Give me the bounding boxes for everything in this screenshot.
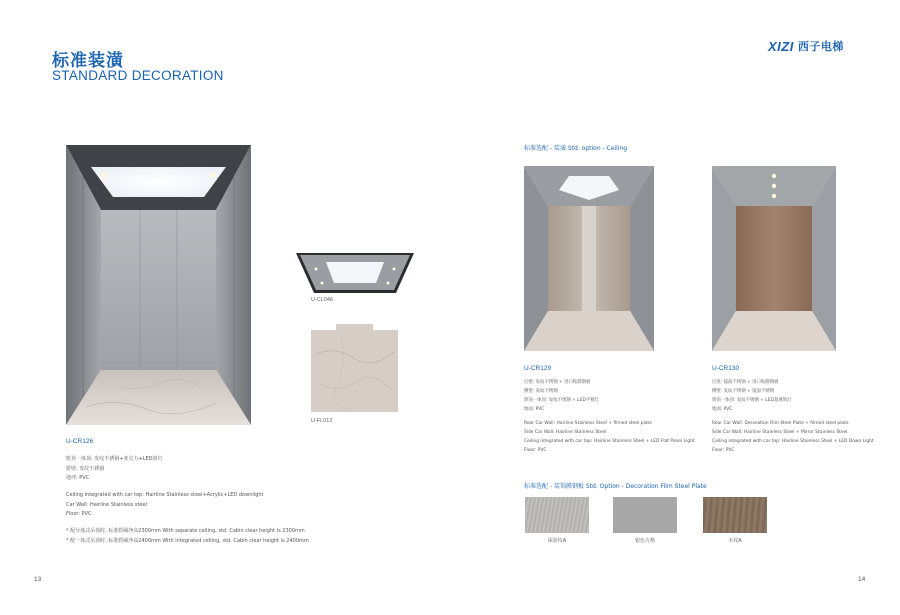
note-line: * 配分体式吊顶时, 标准轿厢净高2300mm With separate ceiling, std. Cabin clear height is 2300mm: [66, 528, 305, 534]
brand-logo: [768, 38, 844, 54]
page-number-right: 14: [858, 576, 866, 583]
page-title-en: STANDARD DECORATION: [52, 68, 224, 83]
spec-line: Floor: PVC: [66, 511, 92, 517]
spec-line: Rear Car Wall: Decoration Film Steel Plate + filmed steel plate: [712, 421, 849, 426]
film-options-heading: 标准选配 - 装饰膜钢板 Std. Option - Decoration Film Steel Plate: [524, 483, 707, 490]
spec-line: 地坪: PVC: [66, 475, 90, 481]
spec-line: Side Car Wall: Hairline Stainless Steel: [524, 430, 607, 435]
spec-line: Rear Car Wall: Hairline Stainless Steel + filmed steel plate: [524, 421, 652, 426]
spec-line: 轿顶一体顶: 发纹不锈钢 + LED平板灯: [524, 398, 600, 403]
cab-specs-cn: [712, 378, 791, 414]
spec-line: 侧壁: 发纹不锈钢: [524, 389, 558, 394]
cab-specs-en: [524, 419, 695, 455]
swatch-label: 银色方格: [634, 538, 655, 544]
spec-line: 轿壁: 发纹不锈钢: [66, 465, 105, 472]
spec-line: Ceiling integrated with car top: Hairline Stainless steel+Acrylic+LED downlight: [66, 492, 264, 498]
cab-notes: [66, 527, 309, 546]
spec-line: Ceiling integrated with car top: Hairline Stainless Steel + LED Down Light: [712, 439, 874, 444]
swatch-label: 深蓝纹A: [547, 538, 567, 544]
cab-code: U-CR130: [712, 365, 740, 372]
spec-line: Ceiling integrated with car top: Hairline Stainless Steel + LED Flat Panel Light: [524, 439, 695, 444]
spec-line: 地面: PVC: [524, 407, 545, 412]
spec-line: 后壁: 镜面不锈钢 + 进口贴膜钢板: [712, 380, 779, 385]
cab-photo-u-cr129: [524, 166, 654, 351]
spec-line: 后壁: 发纹不锈钢 + 进口贴膜钢板: [524, 380, 591, 385]
swatch-silver-check: [613, 497, 677, 533]
floor-photo-u-fl012: [311, 324, 398, 412]
spec-line: 侧壁: 发纹不锈钢 + 镜面不锈钢: [712, 389, 775, 394]
cab-specs-en: [712, 419, 874, 455]
cab-code: U-CR129: [524, 365, 552, 372]
spec-line: Car Wall: Hairline Stainless steel: [66, 501, 147, 508]
swatch-deep-blue-grain-a: [525, 497, 589, 533]
cab-photo-u-cr126: [66, 145, 251, 425]
spec-line: Floor: PVC: [712, 448, 735, 453]
ceiling-options-heading: 标准选配 - 装潢 Std. option - Ceiling: [524, 145, 628, 152]
logo-mark: XIZI: [768, 38, 794, 54]
swatch-wood-grain-a: [703, 497, 767, 533]
ceiling-photo-u-cl046: [296, 253, 414, 293]
cab-code: U-CR126: [66, 438, 94, 445]
logo-name-cn: 西子电梯: [797, 40, 844, 53]
page-number-left: 13: [34, 576, 42, 583]
spec-line: 轿顶一体顶: 发纹不锈钢 + LED超薄筒灯: [712, 398, 792, 403]
note-line: * 配一体式吊顶时, 标准轿厢净高2400mm With integrated ceiling, std. Cabin clear height is 2400mm: [66, 537, 309, 544]
swatch-item: [703, 497, 767, 544]
swatch-item: [613, 497, 677, 544]
floor-code: U-FL012: [311, 418, 333, 424]
cab-specs-en: [66, 491, 263, 520]
swatch-label: 木纹A: [728, 538, 742, 544]
cab-specs-cn: [66, 455, 162, 484]
spec-line: Side Car Wall: Hairline Stainless Steel + Mirror Stainless Steel: [712, 430, 848, 435]
ceiling-code: U-CL046: [311, 297, 334, 303]
cab-photo-u-cr130: [712, 166, 836, 351]
spec-line: 地面: PVC: [712, 407, 733, 412]
spec-line: 轿顶一体顶: 发纹不锈钢+亚克力+LED筒灯: [66, 456, 163, 462]
page-title-cn: 标准装潢: [52, 51, 124, 71]
cab-specs-cn: [524, 378, 599, 414]
swatch-item: [525, 497, 589, 544]
spec-line: Floor: PVC: [524, 448, 547, 453]
